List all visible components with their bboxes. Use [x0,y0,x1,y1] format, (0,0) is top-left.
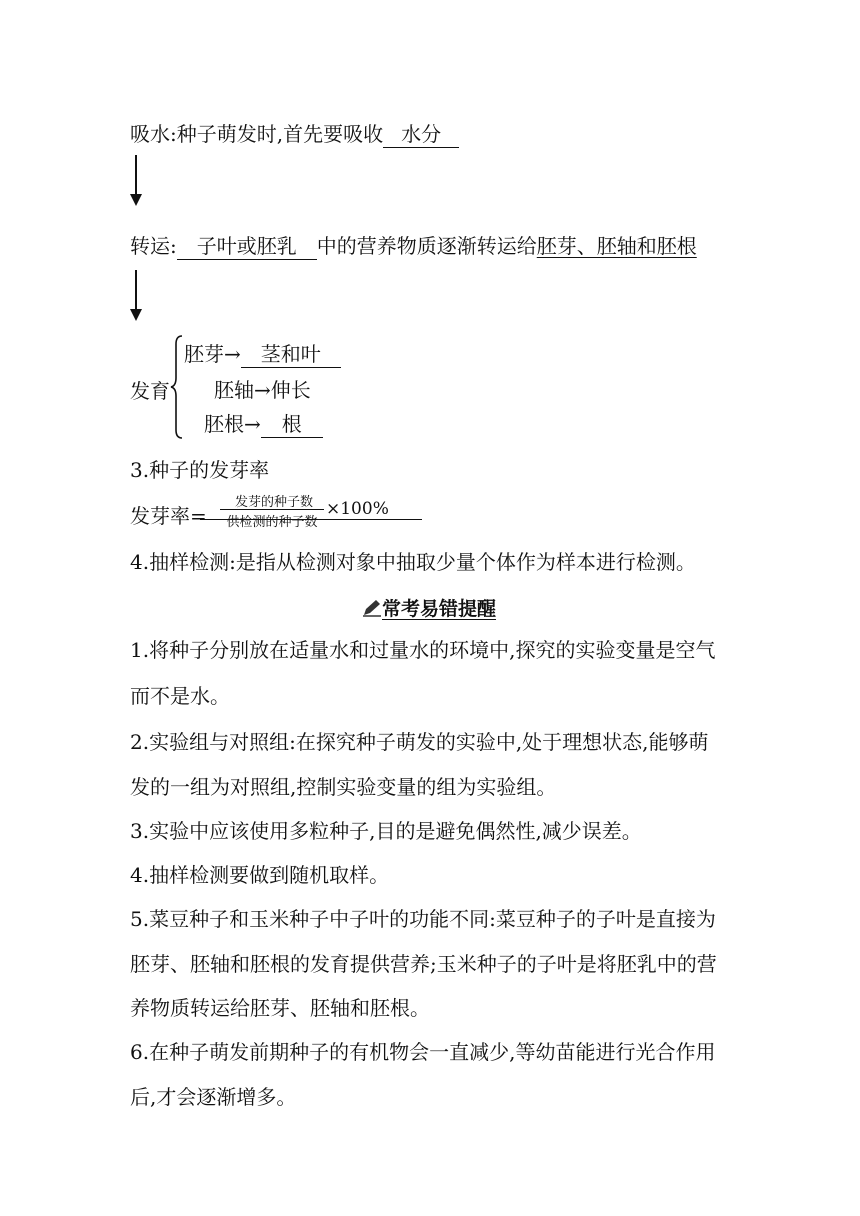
tip-1-line-2: 而不是水。 [130,684,230,708]
radicle-line [204,408,323,438]
tip-2-line-2: 发的一组为对照组,控制实验变量的组为实验组。 [130,775,557,799]
absorb-line [130,118,459,148]
absorb-blank: 水分 [383,118,459,148]
absorb-label: 吸水:种子萌发时,首先要吸收 [130,122,384,146]
curly-brace-icon [170,334,184,440]
fraction-bar [220,509,324,510]
tip-6-line-1: 6.在种子萌发前期种子的有机物会一直减少,等幼苗能进行光合作用 [130,1040,716,1064]
transport-underlined: 胚芽、胚轴和胚根 [536,234,697,258]
develop-label: 发育 [130,379,170,403]
tips-title-text: 常考易错提醒 [382,598,497,620]
transport-line [130,230,697,260]
fraction-numerator: 发芽的种子数 [234,495,313,510]
transport-middle: 中的营养物质逐渐转运给 [316,234,537,258]
sampling-text: 4.抽样检测:是指从检测对象中抽取少量个体作为样本进行检测。 [130,550,696,574]
germ-rate-heading: 3.种子的发芽率 [130,458,270,482]
tip-1-line-1: 1.将种子分别放在适量水和过量水的环境中,探究的实验变量是空气 [130,638,716,662]
plumule-line [184,338,341,368]
germ-rate-label: 发芽率= [130,504,207,528]
arrow-head-icon [130,194,142,206]
radicle-blank: 根 [261,408,323,438]
tip-5-line-3: 养物质转运给胚芽、胚轴和胚根。 [130,996,430,1020]
down-arrow-icon [135,270,137,310]
plumule-blank: 茎和叶 [241,338,341,368]
transport-blank: 子叶或胚乳 [177,230,317,260]
tip-6-line-2: 后,才会逐渐增多。 [130,1085,297,1109]
down-arrow-icon [135,155,137,195]
radicle-label: 胚根→ [204,412,261,436]
plumule-label: 胚芽→ [184,342,241,366]
germ-rate-multiplier: ×100% [326,499,389,519]
arrow-head-icon [130,309,142,321]
tip-3: 3.实验中应该使用多粒种子,目的是避免偶然性,减少误差。 [130,819,642,843]
fraction-denominator: 供检测的种子数 [226,515,318,530]
tip-5-line-2: 胚芽、胚轴和胚根的发育提供营养;玉米种子的子叶是将胚乳中的营 [130,952,717,976]
tips-title [362,594,496,621]
transport-label: 转运: [130,234,177,258]
tip-4: 4.抽样检测要做到随机取样。 [130,863,390,887]
pencil-icon [362,599,382,617]
hypocotyl-line: 胚轴→伸长 [214,378,311,402]
tip-2-line-1: 2.实验组与对照组:在探究种子萌发的实验中,处于理想状态,能够萌 [130,730,709,754]
tip-5-line-1: 5.菜豆种子和玉米种子中子叶的功能不同:菜豆种子的子叶是直接为 [130,907,716,931]
